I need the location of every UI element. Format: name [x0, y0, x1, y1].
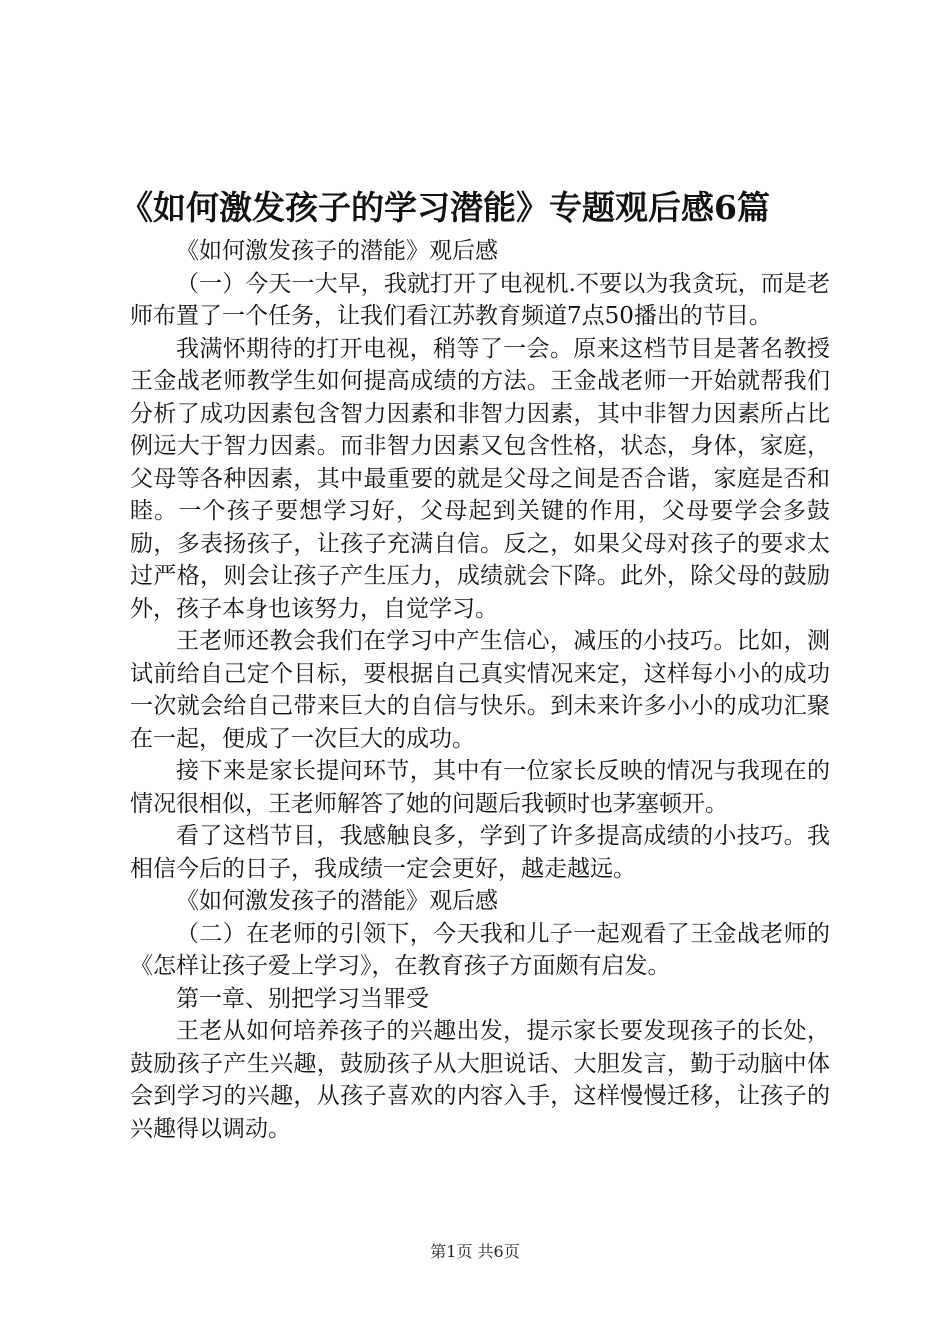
page-title: 《如何激发孩子的学习潜能》专题观后感6篇 — [120, 188, 770, 227]
section-heading-1: 《如何激发孩子的潜能》观后感 — [176, 238, 498, 264]
paragraph: 接下来是家长提问环节，其中有一位家长反映的情况与我现在的情况很相似，王老师解答了她的问题后我顿时也茅塞顿开。 — [130, 758, 830, 817]
paragraph: （一）今天一大早，我就打开了电视机.不要以为我贪玩，而是老师布置了一个任务，让我们看江苏教育频道7点50播出的节目。 — [130, 270, 830, 329]
document-body — [130, 235, 830, 1145]
paragraph: 王老师还教会我们在学习中产生信心，减压的小技巧。比如，测试前给自己定个目标，要根据自己真实情况来定，这样每小小的成功一次就会给自己带来巨大的自信与快乐。到未来许多小小的成功汇聚在一起，便成了一次巨大的成功。 — [130, 628, 830, 752]
section-heading-2: 《如何激发孩子的潜能》观后感 — [176, 888, 498, 914]
paragraph: 看了这档节目，我感触良多，学到了许多提高成绩的小技巧。我相信今后的日子，我成绩一定会更好，越走越远。 — [130, 823, 830, 882]
chapter-heading: 第一章、别把学习当罪受 — [176, 985, 429, 1012]
paragraph: （二）在老师的引领下，今天我和儿子一起观看了王金战老师的《怎样让孩子爱上学习》，在教育孩子方面颇有启发。 — [130, 920, 830, 979]
paragraph: 王老从如何培养孩子的兴趣出发，提示家长要发现孩子的长处，鼓励孩子产生兴趣，鼓励孩子从大胆说话、大胆发言，勤于动脑中体会到学习的兴趣，从孩子喜欢的内容入手，这样慢慢迁移，让孩子的兴趣得以调动。 — [130, 1018, 830, 1142]
page-footer: 第1页 共6页 — [430, 1242, 520, 1261]
paragraph: 我满怀期待的打开电视，稍等了一会。原来这档节目是著名教授王金战老师教学生如何提高成绩的方法。王金战老师一开始就帮我们分析了成功因素包含智力因素和非智力因素，其中非智力因素所占比例远大于智力因素。而非智力因素又包含性格，状态，身体，家庭，父母等各种因素，其中最重要的就是父母之间是否合谐，家庭是否和睦。一个孩子要想学习好，父母起到关键的作用，父母要学会多鼓励，多表扬孩子，让孩子充满自信。反之，如果父母对孩子的要求太过严格，则会让孩子产生压力，成绩就会下降。此外，除父母的鼓励外，孩子本身也该努力，自觉学习。 — [130, 335, 830, 622]
